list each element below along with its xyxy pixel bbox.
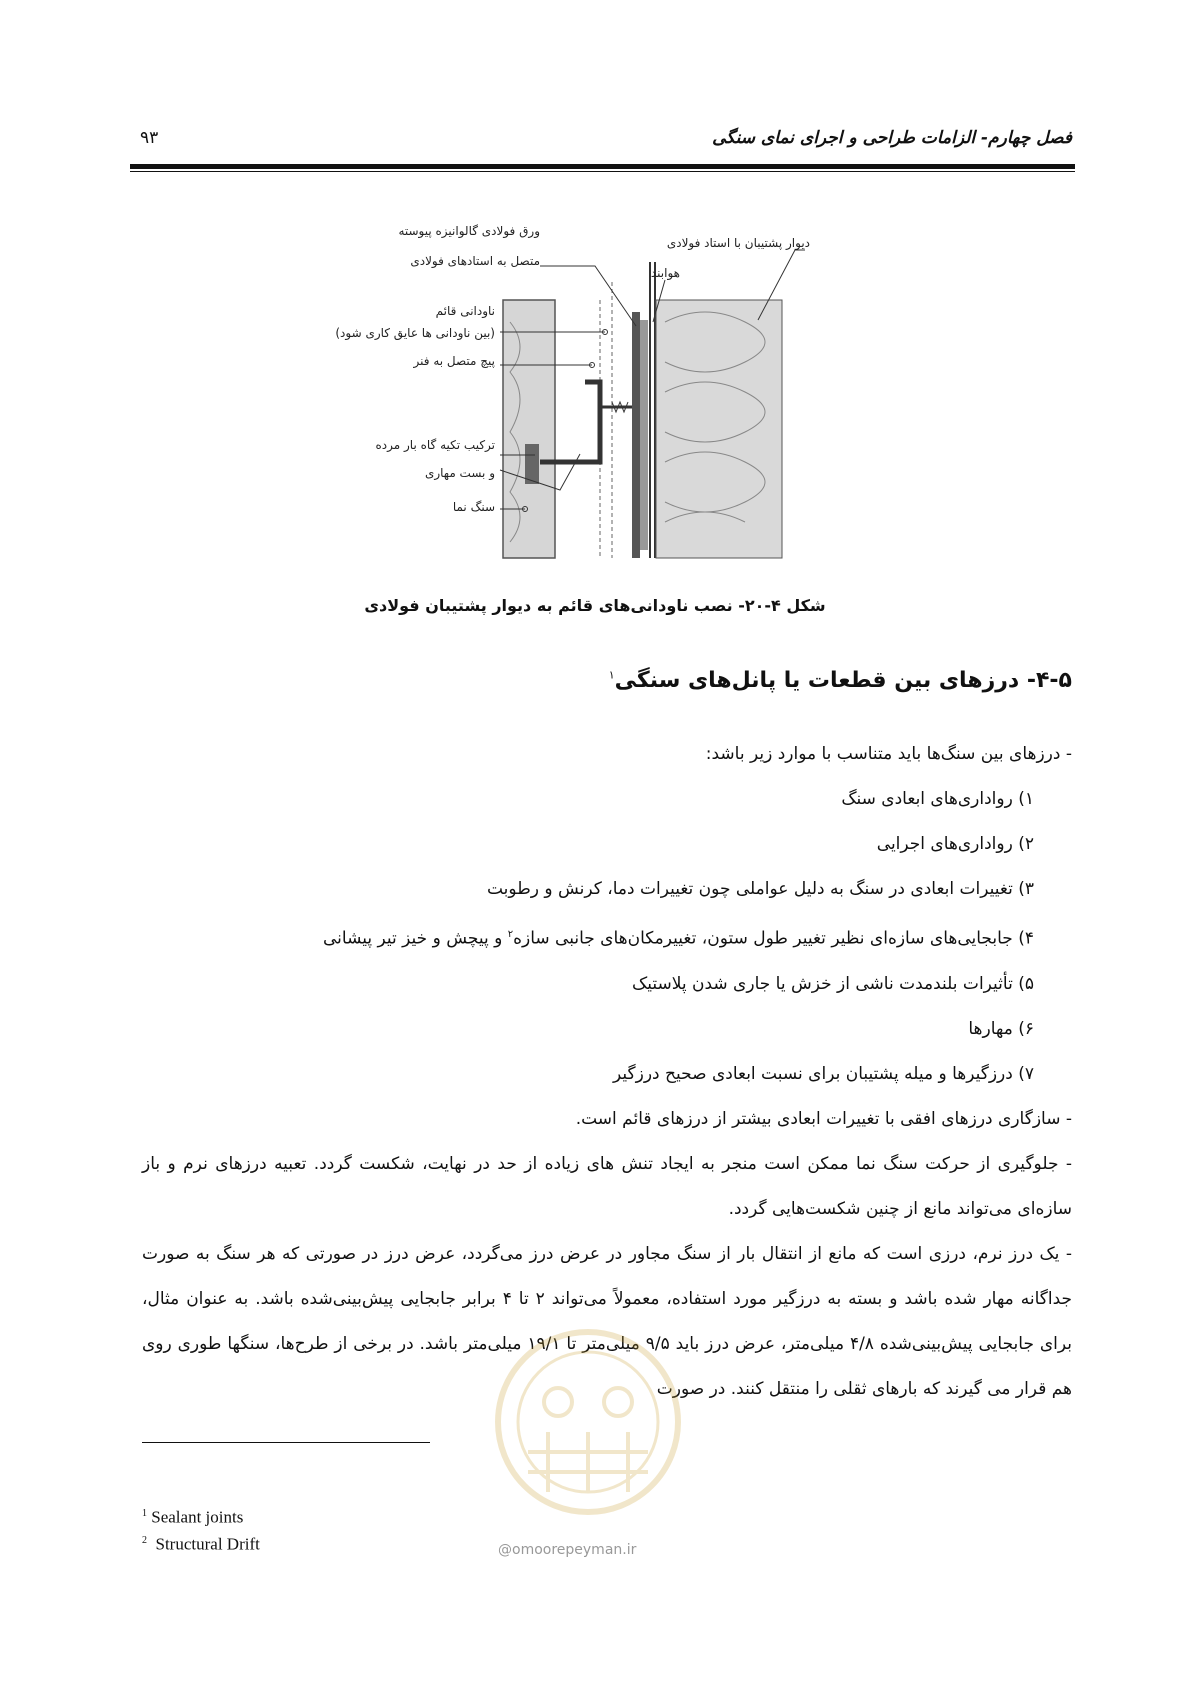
list-item: ۶) مهارها — [968, 1018, 1034, 1039]
list-item: ۴) جابجایی‌های سازه‌ای نظیر تغییر طول ستون، تغییرمکان‌های جانبی سازه$^۲$ و پیچش و خیز تیر پیشانی — [323, 928, 1034, 949]
label-stone: سنگ نما — [452, 500, 495, 514]
label-spring-bolt: پیچ متصل به فنر — [413, 354, 495, 368]
paragraph: - یک درز نرم، درزی است که مانع از انتقال بار از سنگ مجاور در عرض درز می‌گردد، عرض درز در صورتی که هر سنگ به صورت جداگانه مهار شده باشد و بسته به درزگیر مورد استفاده، معمولاً می‌تواند ۲ تا ۴ برابر جابجایی پیش‌بینی‌شده باشد. به عنوان مثال، برای جابجایی پیش‌بینی‌شده ۴/۸ میلی‌متر، عرض درز باید ۹/۵ میلی‌متر تا ۱۹/۱ میلی‌متر باشد. در برخی از طرح‌ها، سنگها طوری روی هم قرار می گیرند که بارهای ثقلی را منتقل کنند. در صورت — [142, 1243, 1072, 1399]
stone-facade-detail-drawing — [320, 222, 880, 582]
figure-caption: شکل ۴-۲۰- نصب ناودانی‌های قائم به دیوار پشتیبان فولادی — [364, 596, 826, 615]
watermark-logo — [488, 1322, 688, 1552]
label-anchor: و بست مهاری — [424, 466, 495, 480]
footnote-1: $^1$ Sealant joints — [142, 1507, 244, 1527]
body-text — [142, 732, 1072, 1412]
label-channel-note: (بین ناودانی ها عایق کاری شود) — [335, 326, 495, 340]
paragraph: - سازگاری درزهای افقی با تغییرات ابعادی بیشتر از درزهای قائم است. — [575, 1108, 1072, 1129]
label-galvanized-sheet: ورق فولادی گالوانیزه پیوسته — [398, 224, 540, 238]
header-rule — [130, 164, 1075, 169]
footnote-ref: ۱ — [608, 668, 615, 682]
list-item: ۷) درزگیرها و میله پشتیبان برای نسبت ابعادی صحیح درزگیر — [613, 1063, 1034, 1084]
label-bearing: ترکیب تکیه گاه بار مرده — [375, 438, 495, 452]
list-item: ۲) رواداری‌های اجرایی — [876, 834, 1034, 854]
page-header-title: فصل چهارم- الزامات طراحی و اجرای نمای سنگی — [712, 128, 1072, 148]
footnote-rule — [142, 1442, 430, 1443]
footnote-2: $^2$ Structural Drift — [142, 1534, 260, 1554]
intro-paragraph: - درزهای بین سنگ‌ها باید متناسب با موارد زیر باشد: — [705, 744, 1072, 764]
footnotes — [142, 1502, 260, 1555]
page-number: ۹۳ — [140, 128, 159, 148]
label-galvanized-sheet-line2: متصل به استادهای فولادی — [410, 254, 540, 268]
paragraph: - جلوگیری از حرکت سنگ نما ممکن است منجر به ایجاد تنش های زیاده از حد در نهایت، شکست گردد. تعبیه درزهای نرم و باز سازه‌ای می‌تواند مانع از چنین شکست‌هایی گردد. — [142, 1153, 1072, 1219]
watermark-text: @omoorepeyman.ir — [498, 1542, 637, 1558]
list-item: ۱) رواداری‌های ابعادی سنگ — [841, 789, 1034, 809]
figure-diagram — [320, 222, 880, 582]
list-item: ۳) تغییرات ابعادی در سنگ به دلیل عواملی چون تغییرات دما، کرنش و رطوبت — [486, 879, 1034, 899]
label-backup-wall: دیوار پشتیبان با استاد فولادی — [666, 236, 810, 250]
label-vertical-channel: ناودانی قائم — [435, 304, 495, 318]
footnote-ref: ۲ — [507, 929, 514, 940]
label-air-barrier: هوابند — [650, 266, 680, 280]
section-heading: ۴-۵- درزهای بین قطعات یا پانل‌های سنگی$^۱$ — [608, 668, 1072, 693]
list-item: ۵) تأثیرات بلندمدت ناشی از خزش یا جاری شدن پلاستیک — [632, 973, 1034, 994]
header-rule-thin — [130, 171, 1075, 172]
